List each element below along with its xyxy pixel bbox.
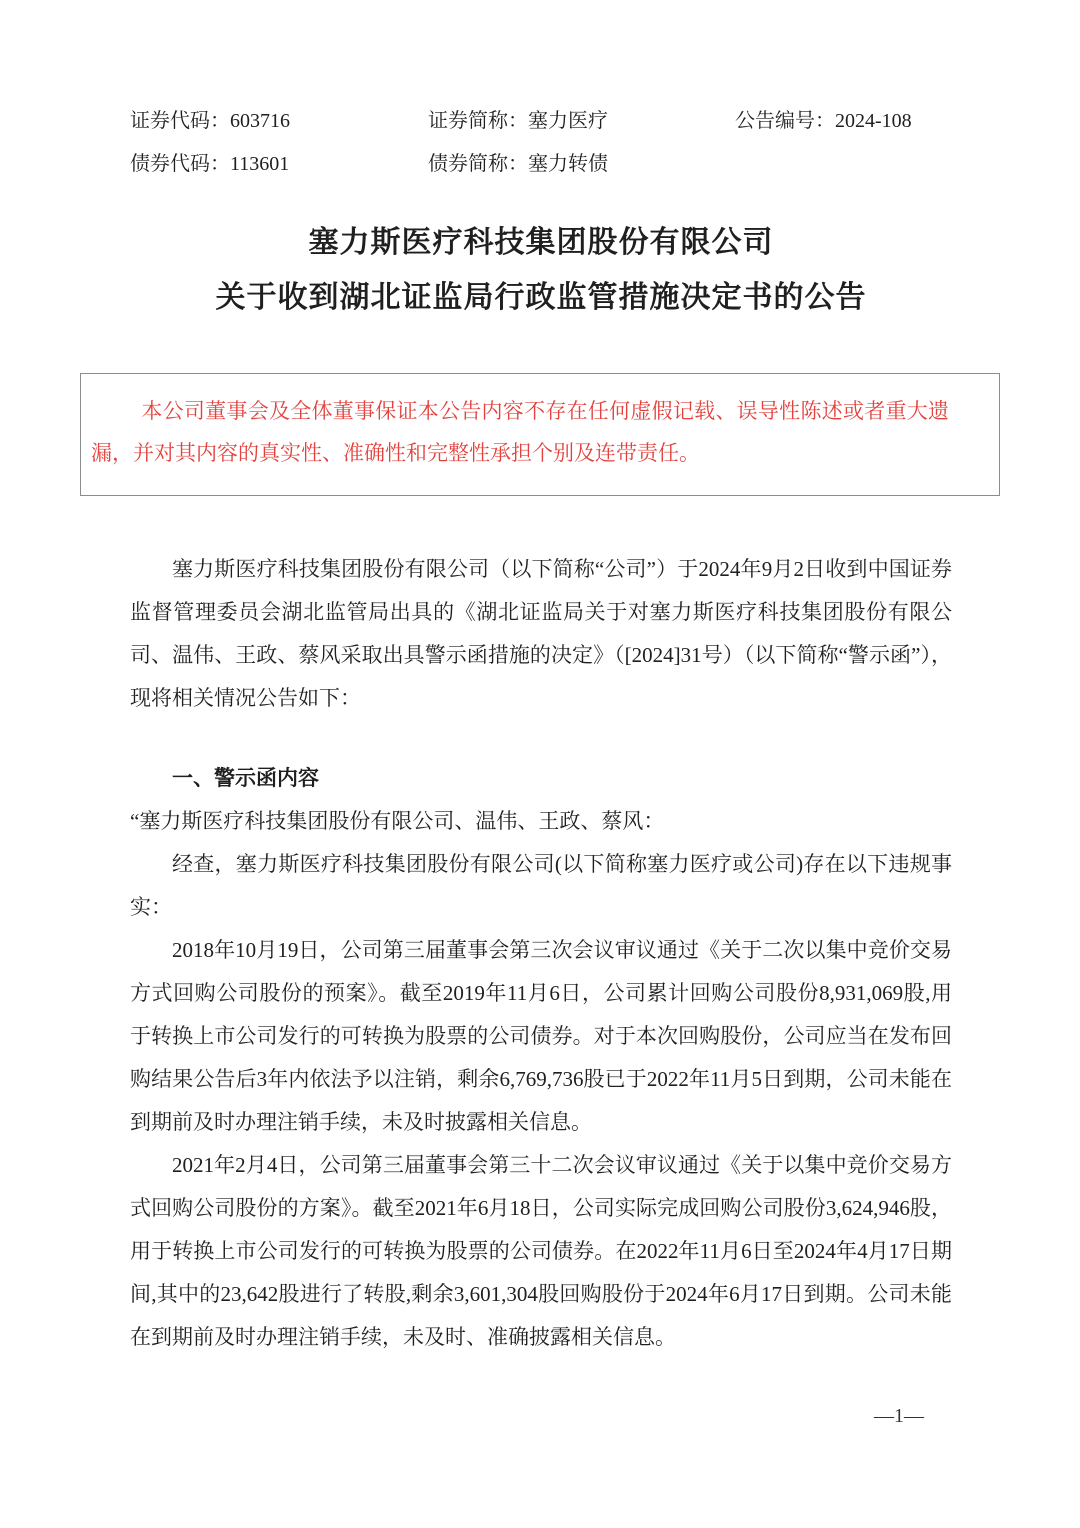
title-company-line: 塞力斯医疗科技集团股份有限公司 [308, 226, 774, 259]
intro-paragraph: 塞力斯医疗科技集团股份有限公司（以下简称“公司”）于2024年9月2日收到中国证券监督管理委员会湖北监管局出具的《湖北证监局关于对塞力斯医疗科技集团股份有限公司、温伟、王政、蔡风采取出具警示函措施的决定》（[2024]31号）（以下简称“警示函”），现将相关情况公告如下： [130, 557, 952, 710]
title-subject-line: 关于收到湖北证监局行政监管措施决定书的公告 [215, 281, 867, 314]
document-header [130, 100, 952, 186]
bond-code-label: 债券代码： [130, 153, 230, 175]
page-number: —1— [874, 1405, 924, 1427]
section-heading-warning-letter: 一、警示函内容 [172, 766, 319, 790]
buyback-2021-paragraph: 2021年2月4日，公司第三届董事会第三十二次会议审议通过《关于以集中竞价交易方式回购公司股份的方案》。截至2021年6月18日，公司实际完成回购公司股份3,624,946股，用于转换上市公司发行的可转换为股票的公司债券。在2022年11月6日至2024年4月17日期间,其中的23,642股进行了转股,剩余3,601,304股回购股份于2024年6月17日到期。公司未能在到期前及时办理注销手续，未及时、准确披露相关信息。 [130, 1153, 952, 1349]
stock-code-label: 证券代码： [130, 110, 230, 132]
stock-code-field [130, 100, 428, 143]
bond-name-field [428, 143, 735, 186]
announcement-no-value: 2024-108 [835, 110, 912, 132]
document-body [130, 548, 952, 1359]
announcement-no-label: 公告编号： [735, 110, 835, 132]
salutation-line: “塞力斯医疗科技集团股份有限公司、温伟、王政、蔡风： [130, 809, 665, 833]
stock-name-value: 塞力医疗 [528, 110, 608, 132]
disclaimer-box [80, 373, 1000, 496]
stock-name-label: 证券简称： [428, 110, 528, 132]
bond-code-field [130, 143, 428, 186]
investigation-paragraph: 经查，塞力斯医疗科技集团股份有限公司(以下简称塞力医疗或公司)存在以下违规事实： [130, 852, 952, 919]
announcement-no-field [735, 100, 952, 143]
disclaimer-text: 本公司董事会及全体董事保证本公告内容不存在任何虚假记载、误导性陈述或者重大遗漏，并对其内容的真实性、准确性和完整性承担个别及连带责任。 [91, 399, 949, 465]
buyback-2018-paragraph: 2018年10月19日，公司第三届董事会第三次会议审议通过《关于二次以集中竞价交易方式回购公司股份的预案》。截至2019年11月6日，公司累计回购公司股份8,931,069股,用于转换上市公司发行的可转换为股票的公司债券。对于本次回购股份，公司应当在发布回购结果公告后3年内依法予以注销，剩余6,769,736股已于2022年11月5日到期，公司未能在到期前及时办理注销手续，未及时披露相关信息。 [130, 938, 952, 1134]
bond-name-label: 债券简称： [428, 153, 528, 175]
header-row-bond [130, 143, 952, 186]
bond-name-value: 塞力转债 [528, 153, 608, 175]
stock-code-value: 603716 [230, 110, 290, 132]
page-footer [130, 1395, 952, 1438]
header-row-stock [130, 100, 952, 143]
stock-name-field [428, 100, 735, 143]
document-title [130, 215, 952, 325]
header-spacer [735, 143, 952, 186]
bond-code-value: 113601 [230, 153, 290, 175]
